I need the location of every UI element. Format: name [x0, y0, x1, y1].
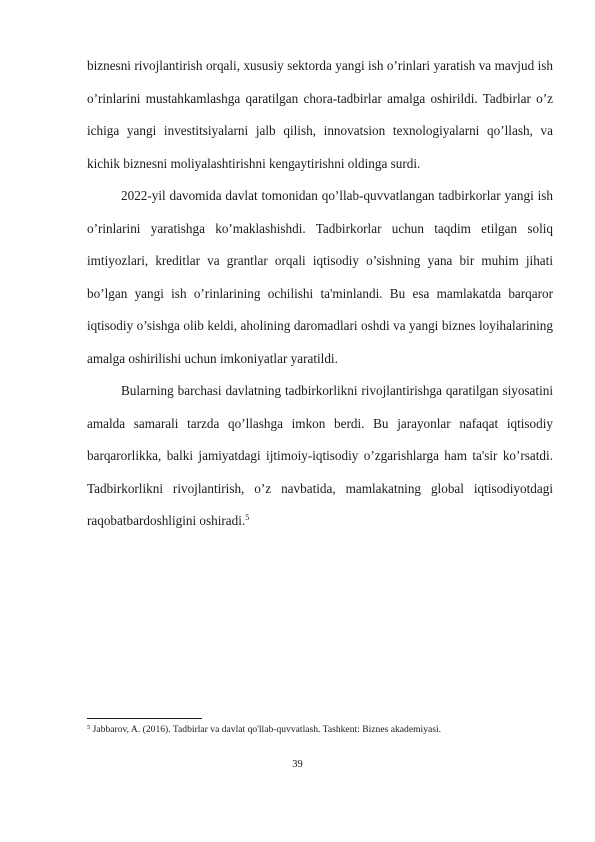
- paragraph-3-text: Bularning barchasi davlatning tadbirkorlikni rivojlantirishga qaratilgan siyosatini amalda samarali tarzda qo’llashga imkon berdi. Bu jarayonlar nafaqat iqtisodiy barqarorlikka, balki jamiyatdagi ijtimoiy-iqtisodiy o’zgarishlarga ham ta'sir ko’rsatdi. Tadbirkorlikni rivojlantirish, o’z navbatida, mamlakatning global iqtisodiyotdagi raqobatbardoshligini oshiradi.: [87, 383, 553, 528]
- footnote-separator: [87, 718, 202, 719]
- paragraph-3: [87, 375, 553, 538]
- footnote-reference[interactable]: 5: [245, 513, 250, 522]
- paragraph-2-text: 2022-yil davomida davlat tomonidan qo’llab-quvvatlangan tadbirkorlar yangi ish o’rinlarini yaratishga ko’maklashishdi. Tadbirkorlar uchun taqdim etilgan soliq imtiyozlari, kreditlar va grantlar orqali iqtisodiy o’sishning yana bir muhim jihati bo’lgan yangi ish o’rinlarining ochilishi ta'minlandi. Bu esa mamlakatda barqaror iqtisodiy o’sishga olib keldi, aholining daromadlari oshdi va yangi biznes loyihalarining amalga oshirilishi uchun imkoniyatlar yaratildi.: [87, 188, 553, 366]
- paragraph-1: [87, 50, 553, 180]
- footnote-number: 5: [87, 724, 91, 731]
- paragraph-1-text: biznesni rivojlantirish orqali, xususiy sektorda yangi ish o’rinlari yaratish va mavjud ish o’rinlarini mustahkamlashga qaratilgan chora-tadbirlar amalga oshirildi. Tadbirlar o’z ichiga yangi investitsiyalarni jalb qilish, innovatsion texnologiyalarni qo’llash, va kichik biznesni moliyalashtirishni kengaytirishni oldinga surdi.: [87, 58, 553, 171]
- page-number: 39: [292, 759, 303, 770]
- footnote-text: Jabbarov, A. (2016). Tadbirlar va davlat qo'llab-quvvatlash. Tashkent: Biznes akademiyasi.: [92, 724, 442, 735]
- footnote: [87, 724, 553, 736]
- body-text: [87, 50, 553, 538]
- paragraph-2: [87, 180, 553, 375]
